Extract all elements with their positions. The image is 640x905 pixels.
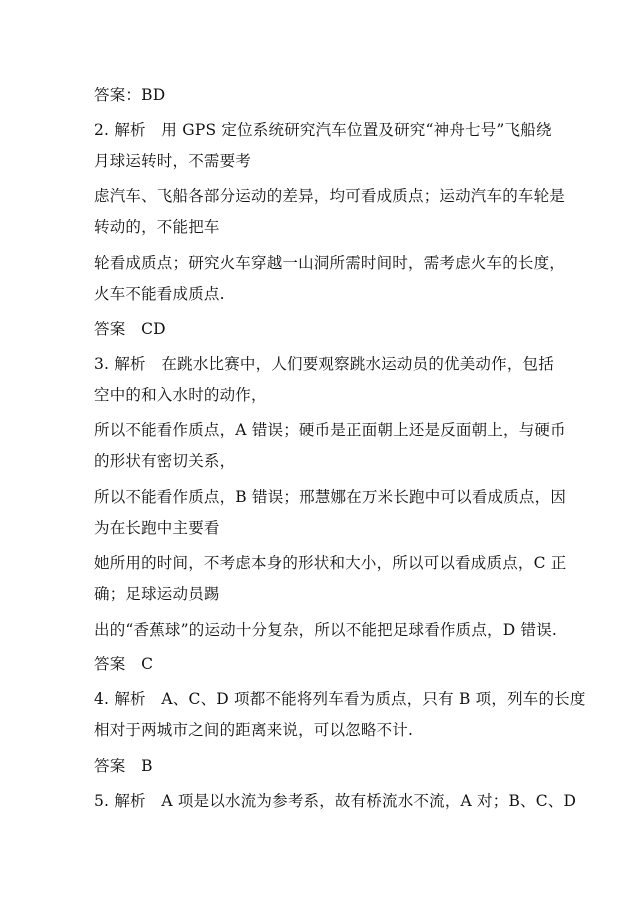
- explanation-line: 3. 解析 在跳水比赛中，人们要观察跳水运动员的优美动作，包括: [94, 355, 554, 373]
- explanation-line: 转动的，不能把车: [94, 218, 220, 236]
- explanation-line: 虑汽车、飞船各部分运动的差异，均可看成质点；运动汽车的车轮是: [94, 187, 566, 205]
- explanation-line: 所以不能看作质点，B 错误；邢慧娜在万米长跑中可以看成质点，因: [94, 488, 567, 506]
- answer-line: 答案 CD: [94, 320, 166, 338]
- explanation-line: 相对于两城市之间的距离来说，可以忽略不计.: [94, 721, 414, 739]
- explanation-line: 月球运转时，不需要考: [94, 152, 252, 170]
- explanation-line: 所以不能看作质点，A 错误；硬币是正面朝上还是反面朝上，与硬币: [94, 421, 566, 439]
- explanation-line: 她所用的时间，不考虑本身的形状和大小，所以可以看成质点，C 正: [94, 554, 567, 572]
- explanation-line: 确；足球运动员踢: [94, 585, 220, 603]
- answer-line: 答案 C: [94, 655, 154, 673]
- explanation-line: 的形状有密切关系，: [94, 452, 236, 470]
- explanation-line: 火车不能看成质点.: [94, 285, 225, 303]
- explanation-line: 出的“香蕉球”的运动十分复杂，所以不能把足球看作质点，D 错误.: [94, 621, 558, 639]
- explanation-line: 5. 解析 A 项是以水流为参考系，故有桥流水不流，A 对；B、C、D: [94, 792, 577, 810]
- explanation-line: 为在长跑中主要看: [94, 519, 220, 537]
- explanation-line: 轮看成质点；研究火车穿越一山洞所需时间时，需考虑火车的长度，: [94, 254, 566, 272]
- explanation-line: 4. 解析 A、C、D 项都不能将列车看为质点，只有 B 项，列车的长度: [94, 690, 586, 708]
- explanation-line: 空中的和入水时的动作，: [94, 386, 267, 404]
- answer-line: 答案 B: [94, 757, 153, 775]
- explanation-line: 2. 解析 用 GPS 定位系统研究汽车位置及研究“神舟七号”飞船绕: [94, 121, 552, 139]
- answer-line: 答案：BD: [94, 86, 166, 104]
